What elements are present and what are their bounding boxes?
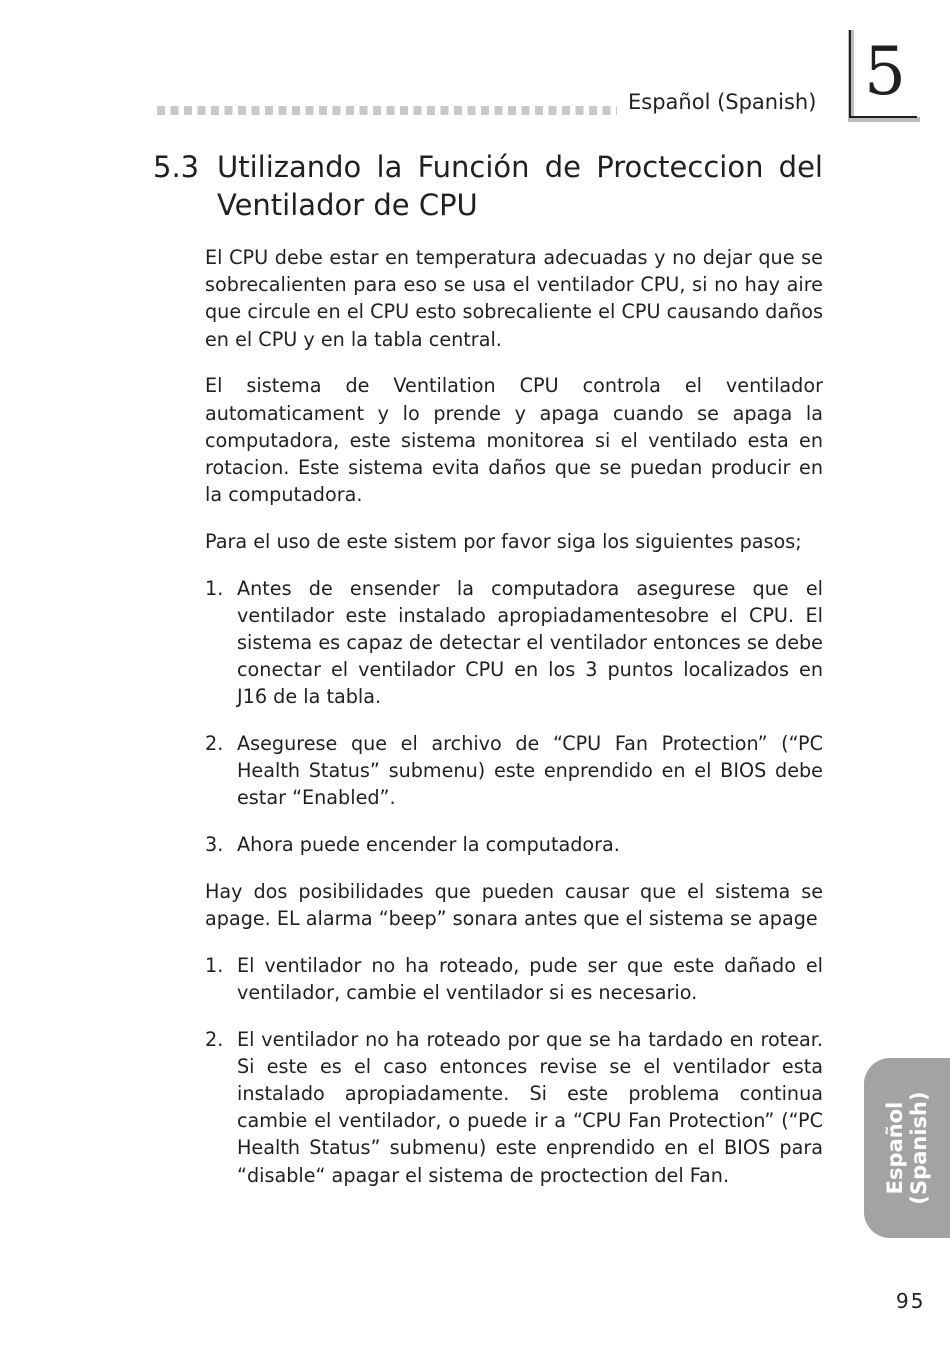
chapter-box [848, 30, 920, 122]
list-item [205, 952, 823, 1006]
header-language: Español (Spanish) [628, 90, 817, 114]
list-item-text: Antes de ensender la computadora asegurese que el ventilador este instalado apropiadamentesobre el CPU. El sistema es capaz de detectar el ventilador entonces se debe conectar el ventilador CPU en los 3 puntos localizados en J16 de la tabla. [237, 576, 823, 709]
chapter-box-line-horizontal [849, 116, 917, 118]
list-item [205, 831, 823, 858]
list-item-text: Ahora puede encender la computadora. [237, 833, 620, 857]
paragraph-causes-intro: Hay dos posibilidades que pueden causar que el sistema se apage. EL alarma “beep” sonara antes que el sistema se apage [205, 879, 823, 931]
list-item-text: El ventilador no ha roteado por que se ha tardado en rotear. Si este es el caso entonces revise se el ventilador esta instalado apropiadamente. Si este problema continua cambie el ventilador, o puede ir a “CPU Fan Protection” (“PC Health Status” submenu) este enprendido en el BIOS para “disable“ apagar el sistema de proctection del Fan. [237, 1027, 823, 1187]
body-text [205, 244, 823, 1208]
side-tab-line2: (Spanish) [907, 1091, 931, 1205]
section-title [153, 148, 823, 224]
header-dot-rule [157, 106, 617, 115]
chapter-box-line-vertical [849, 30, 851, 118]
list-item-number: 2. [205, 732, 224, 756]
list-item-text: Asegurese que el archivo de “CPU Fan Protection” (“PC Health Status” submenu) este enprendido en el BIOS debe estar “Enabled”. [237, 732, 823, 810]
list-item [205, 1026, 823, 1189]
list-item-number: 1. [205, 576, 224, 600]
section-title-line1: Utilizando la Función de Procteccion del [217, 150, 823, 184]
chapter-number: 5 [864, 33, 906, 110]
list-item-number: 3. [205, 833, 224, 857]
side-tab-line1: Español [883, 1101, 907, 1195]
steps-list [205, 575, 823, 859]
list-item [205, 730, 823, 812]
page-number: 95 [896, 1289, 926, 1313]
chapter-box-shadow-horizontal [848, 117, 920, 122]
causes-list [205, 952, 823, 1189]
list-item-number: 1. [205, 953, 224, 977]
paragraph-intro: El CPU debe estar en temperatura adecuadas y no dejar que se sobrecalienten para eso se usa el ventilador CPU, si no hay aire que circule en el CPU esto sobrecaliente el CPU causando daños en el CPU y en la tabla central. [205, 246, 823, 351]
language-side-tab [864, 1058, 950, 1238]
list-item-text: El ventilador no ha roteado, pude ser que este dañado el ventilador, cambie el ventilador si es necesario. [237, 953, 823, 1004]
list-item [205, 575, 823, 711]
paragraph-system: El sistema de Ventilation CPU controla el ventilador automaticament y lo prende y apaga cuando se apaga la computadora, este sistema monitorea si el ventilado esta en rotacion. Este sistema evita daños que se puedan producir en la computadora. [205, 374, 823, 507]
list-item-number: 2. [205, 1027, 224, 1051]
section-number: 5.3 [153, 150, 200, 184]
section-title-line2: Ventilador de CPU [217, 188, 478, 222]
paragraph-steps-intro: Para el uso de este sistem por favor siga los siguientes pasos; [205, 529, 802, 553]
side-tab-label [883, 1091, 931, 1204]
